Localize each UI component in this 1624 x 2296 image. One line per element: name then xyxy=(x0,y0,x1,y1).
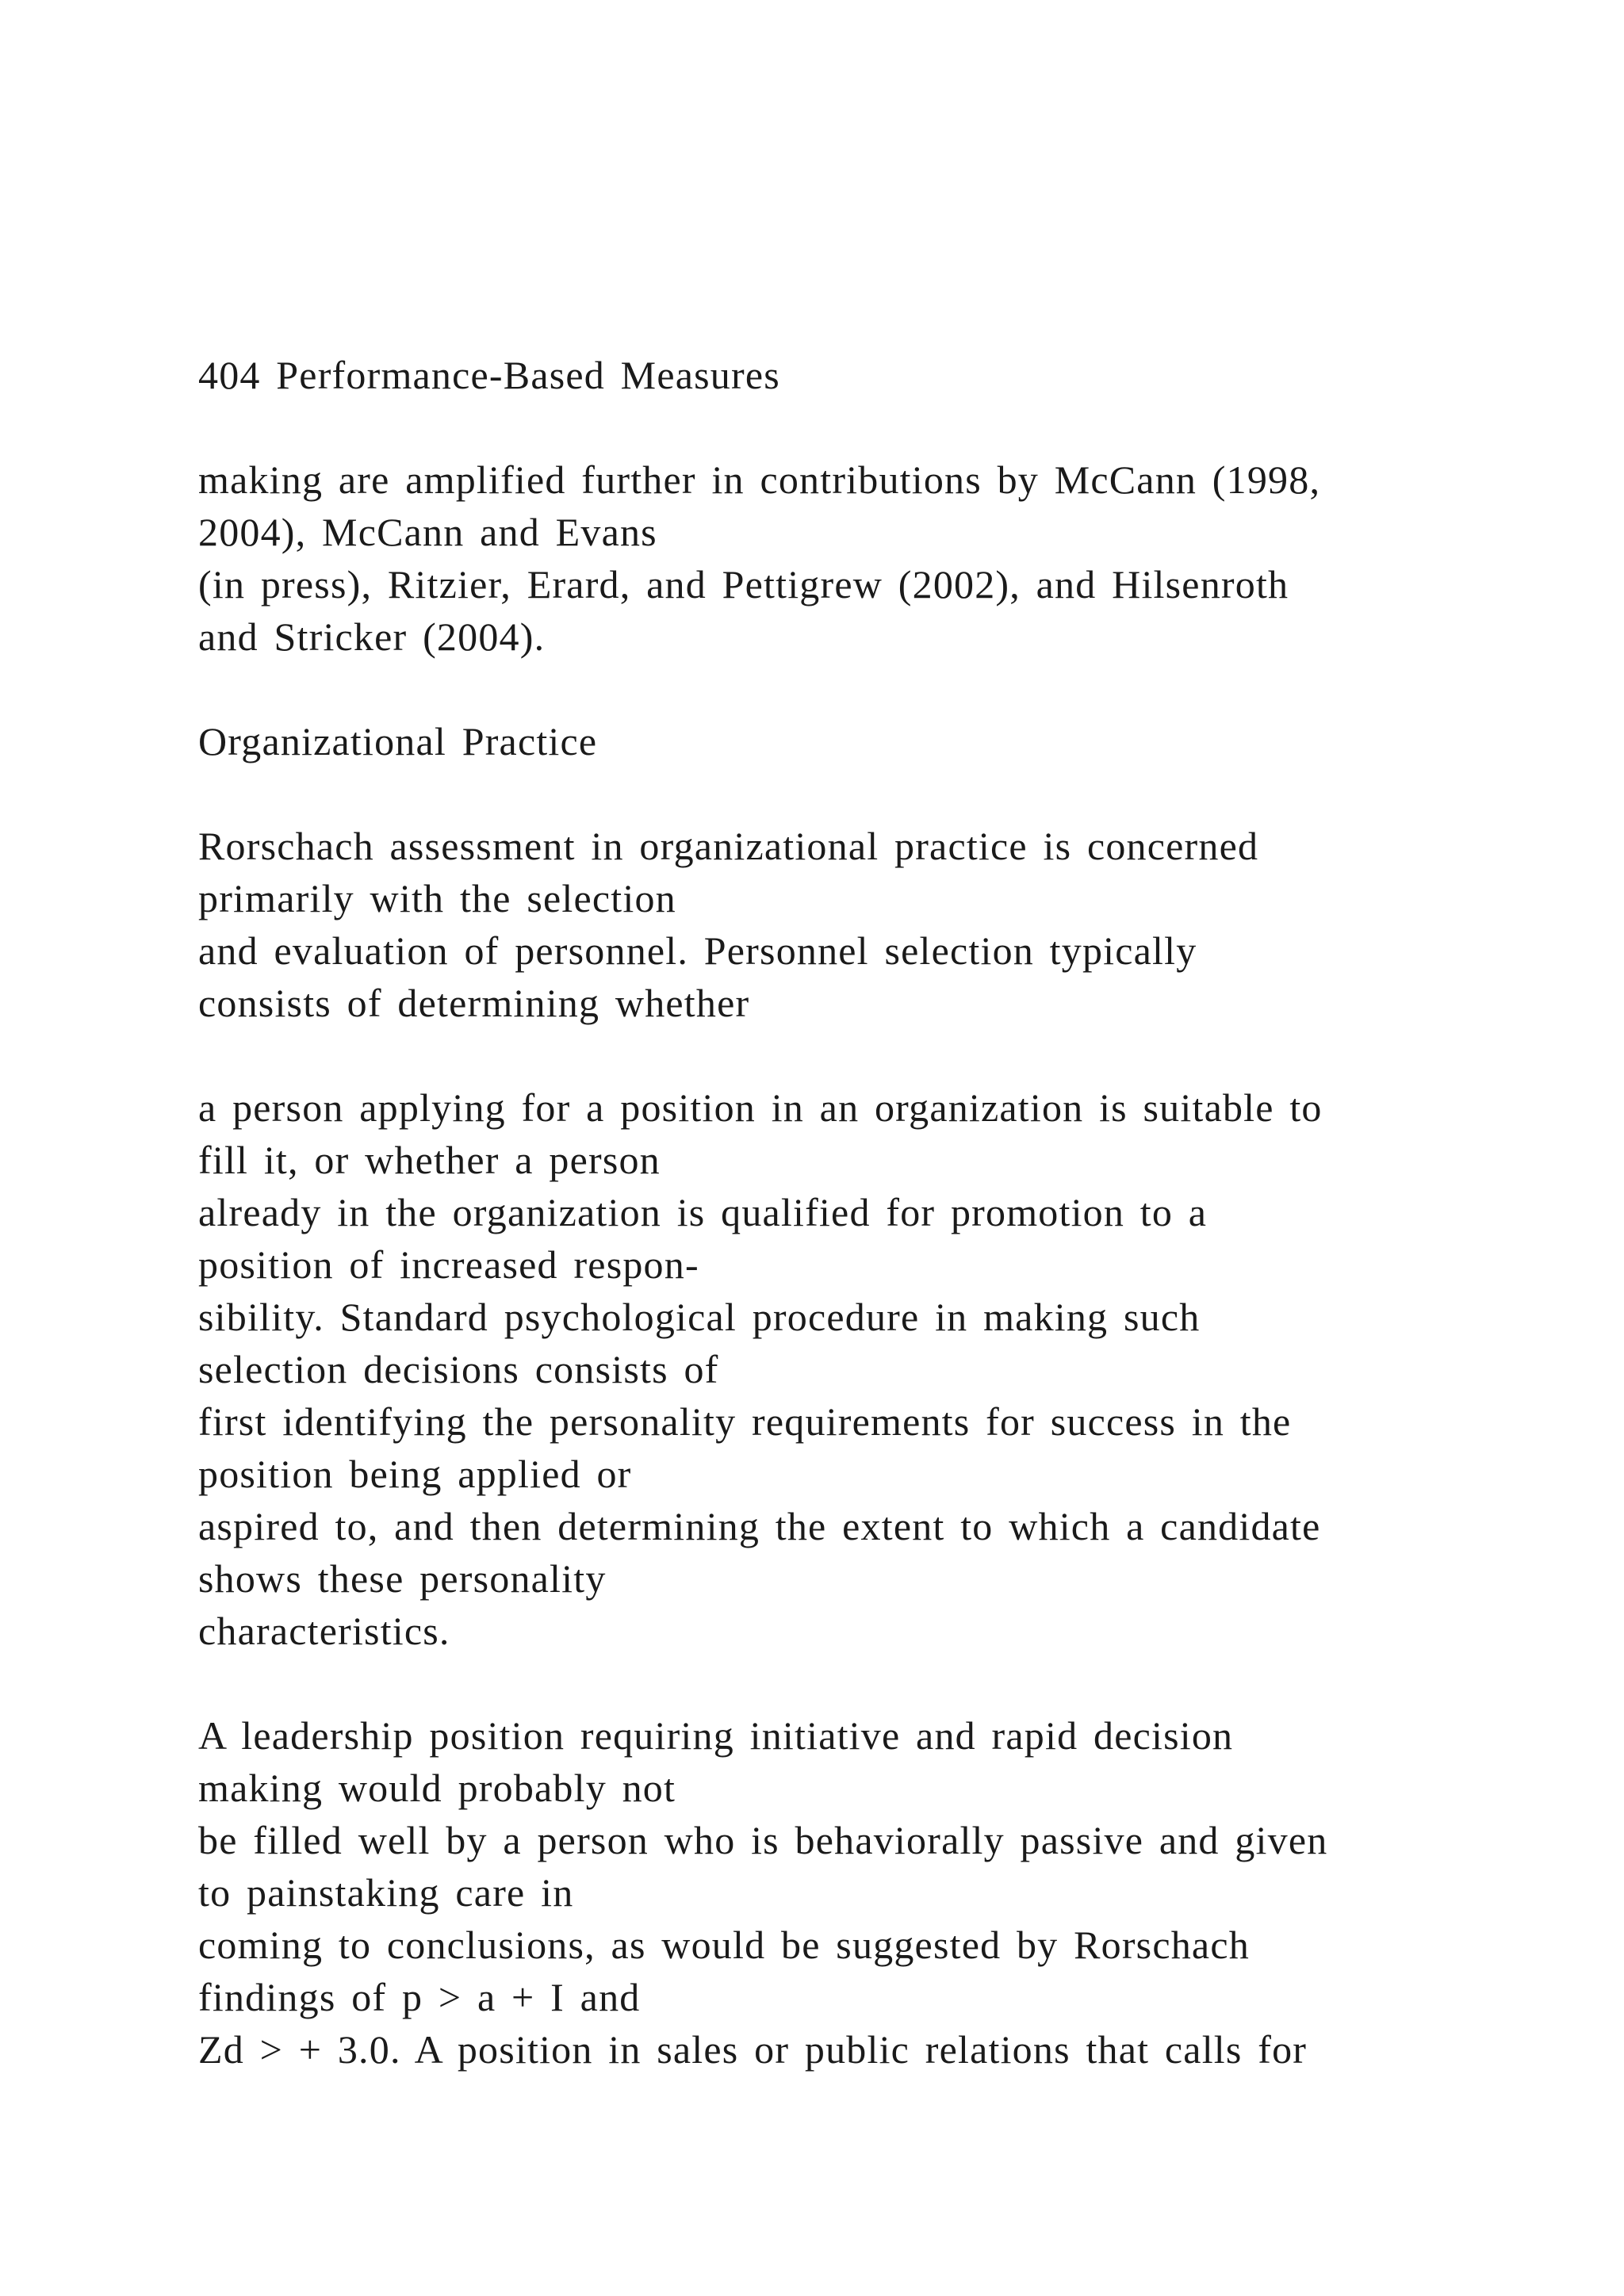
text-line: and evaluation of personnel. Personnel selection typically xyxy=(198,928,1197,973)
text-line: already in the organization is qualified for promotion to a xyxy=(198,1190,1208,1234)
paragraph-1 xyxy=(198,453,1546,663)
text-line: 2004), McCann and Evans xyxy=(198,510,657,554)
text-line: (in press), Ritzier, Erard, and Pettigrew (2002), and Hilsenroth xyxy=(198,562,1289,607)
text-line: making are amplified further in contributions by McCann (1998, xyxy=(198,457,1321,502)
spacer xyxy=(198,663,1546,715)
text-line: and Stricker (2004). xyxy=(198,614,546,659)
text-line: to painstaking care in xyxy=(198,1870,574,1915)
text-line: position being applied or xyxy=(198,1452,632,1496)
text-line: first identifying the personality requirements for success in the xyxy=(198,1399,1292,1444)
text-line: be filled well by a person who is behaviorally passive and given xyxy=(198,1818,1328,1862)
text-line: a person applying for a position in an organization is suitable to xyxy=(198,1085,1323,1130)
text-line: position of increased respon- xyxy=(198,1242,699,1287)
text-line: consists of determining whether xyxy=(198,981,750,1025)
text-line: A leadership position requiring initiative and rapid decision xyxy=(198,1713,1234,1758)
text-line: selection decisions consists of xyxy=(198,1347,719,1391)
spacer xyxy=(198,1657,1546,1709)
text-line: shows these personality xyxy=(198,1556,607,1601)
text-line: primarily with the selection xyxy=(198,876,676,920)
spacer xyxy=(198,1029,1546,1081)
text-line: fill it, or whether a person xyxy=(198,1138,661,1182)
text-line: making would probably not xyxy=(198,1766,676,1810)
text-line: sibility. Standard psychological procedure in making such xyxy=(198,1295,1201,1339)
text-line: aspired to, and then determining the extent to which a candidate xyxy=(198,1504,1321,1548)
text-line: Rorschach assessment in organizational practice is concerned xyxy=(198,824,1259,868)
spacer xyxy=(198,401,1546,453)
text-line: coming to conclusions, as would be suggested by Rorschach xyxy=(198,1923,1250,1967)
text-line: findings of p > a + I and xyxy=(198,1975,641,2019)
text-line: characteristics. xyxy=(198,1609,450,1653)
running-header: 404 Performance-Based Measures xyxy=(198,353,780,397)
paragraph-2 xyxy=(198,820,1546,1029)
section-heading: Organizational Practice xyxy=(198,719,598,763)
spacer xyxy=(198,767,1546,820)
paragraph-4 xyxy=(198,1709,1546,2076)
paragraph-3 xyxy=(198,1081,1546,1657)
text-line: Zd > + 3.0. A position in sales or public relations that calls for xyxy=(198,2027,1308,2072)
page-text xyxy=(198,349,1546,2076)
